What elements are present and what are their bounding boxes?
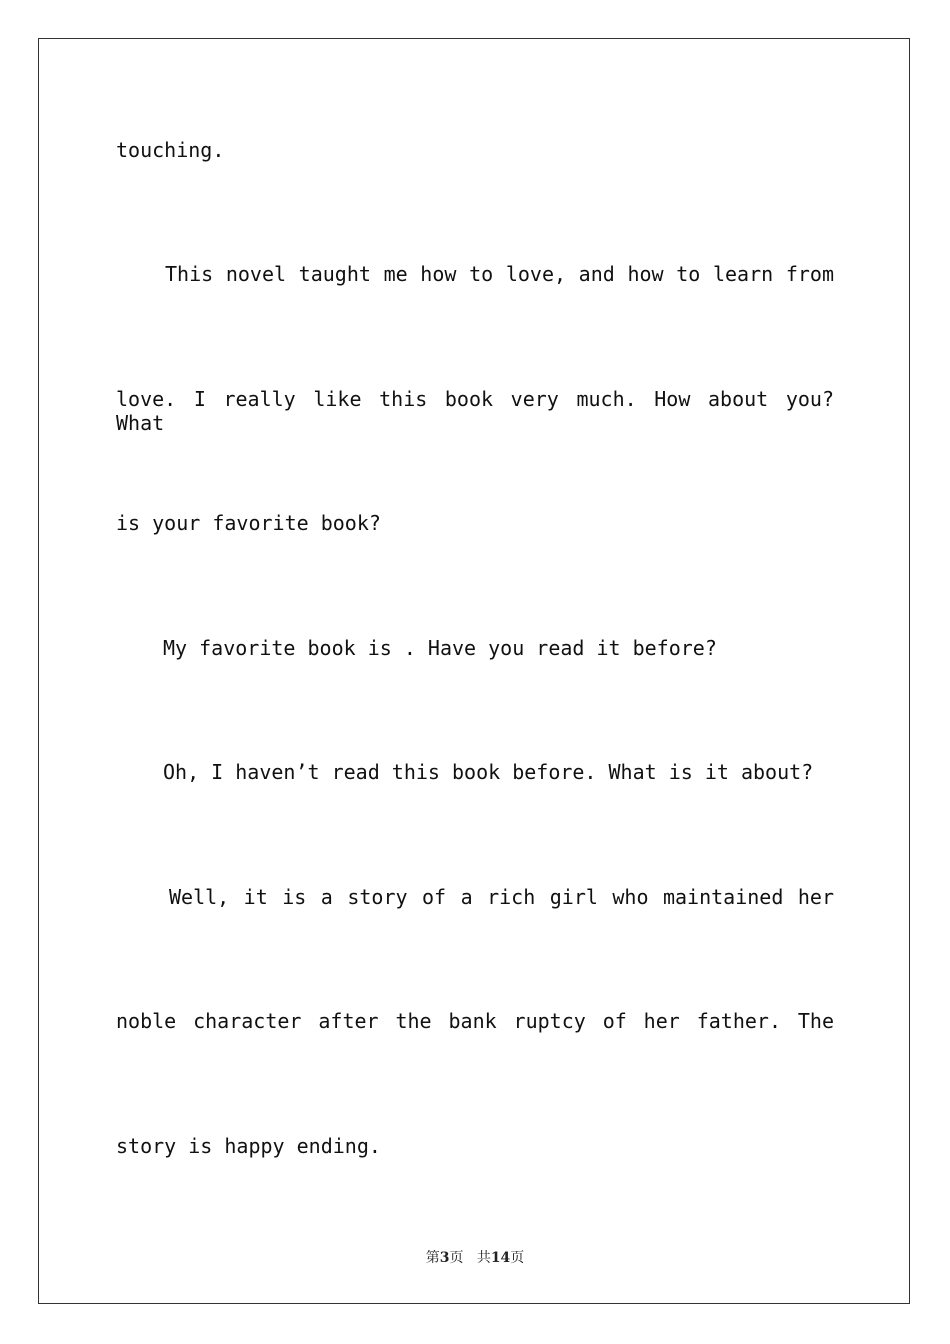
- page-border: [38, 38, 910, 1304]
- footer-total-pages: 14: [490, 1250, 511, 1266]
- text-line-8: noble character after the bank ruptcy of her father. The: [116, 1009, 834, 1033]
- text-line-2: This novel taught me how to love, and how to learn from: [165, 262, 834, 286]
- footer-total-prefix: 共: [476, 1250, 491, 1266]
- text-line-6: Oh, I haven’t read this book before. What is it about?: [163, 760, 814, 784]
- text-line-5: My favorite book is . Have you read it before?: [163, 636, 717, 660]
- text-line-9: story is happy ending.: [116, 1134, 381, 1158]
- footer-page-prefix: 第: [425, 1250, 440, 1266]
- page-footer: [0, 1247, 950, 1267]
- footer-page-number: 3: [439, 1250, 450, 1266]
- text-line-7: Well, it is a story of a rich girl who maintained her: [169, 885, 834, 909]
- text-line-4: is your favorite book?: [116, 511, 381, 535]
- footer-total-suffix: 页: [510, 1250, 525, 1266]
- text-line-1: touching.: [116, 138, 225, 162]
- footer-page-suffix: 页: [449, 1250, 464, 1266]
- text-line-3: love. I really like this book very much. How about you? What: [116, 387, 834, 435]
